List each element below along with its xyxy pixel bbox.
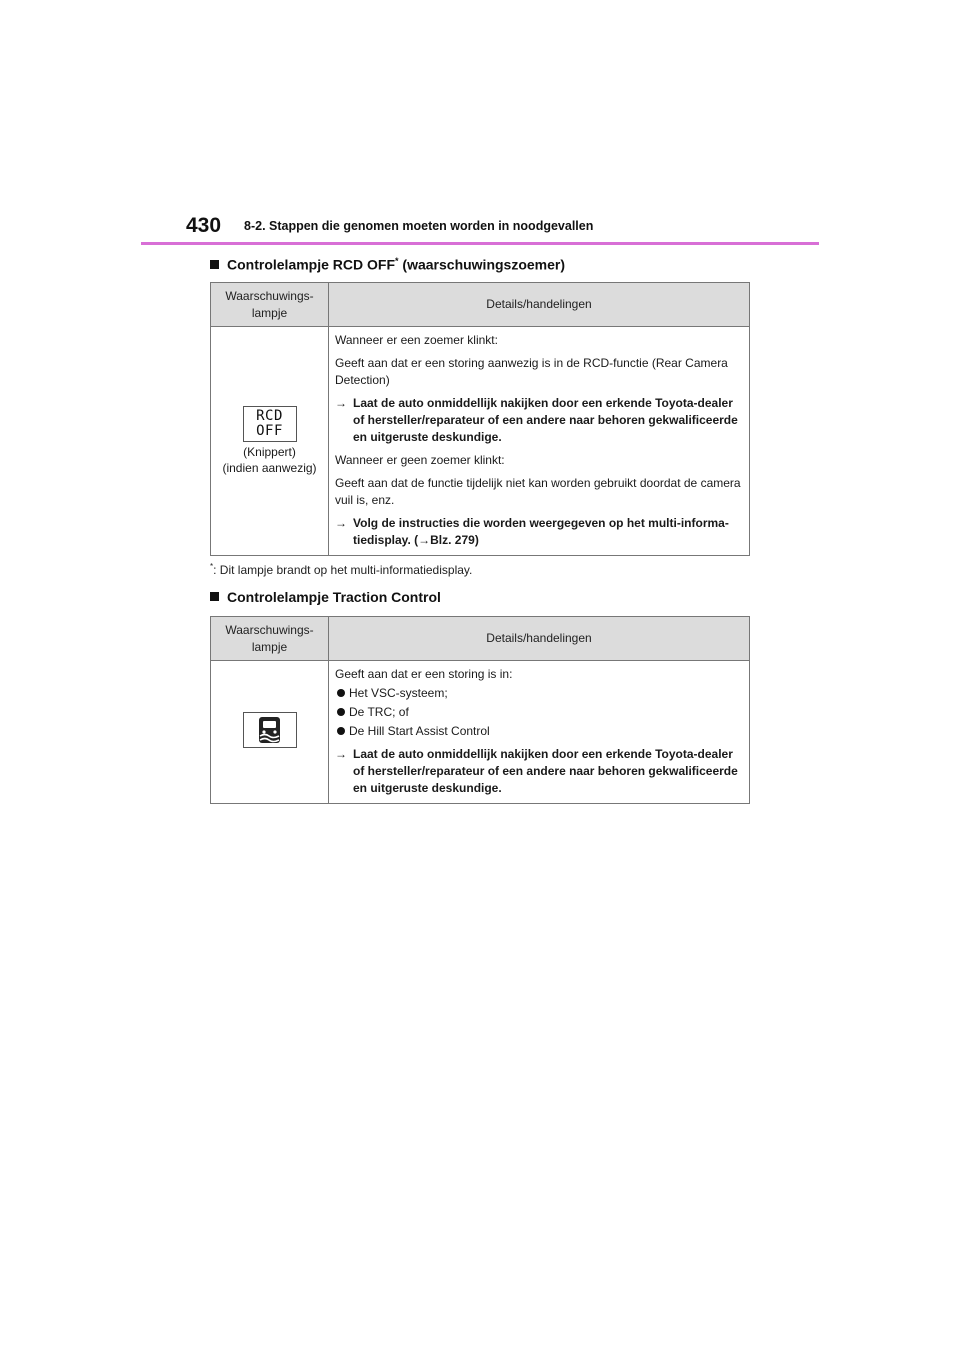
footnote-text: : Dit lampje brandt op het multi-informatiedisplay. [213,563,473,577]
list-item: Het VSC-systeem; [335,685,744,702]
trc-action [335,746,744,797]
ref-arrow-icon: → [418,533,431,547]
section-title: 8-2. Stappen die genomen moeten worden in noodgevallen [244,219,594,233]
rcd-lamp-line2: OFF [256,423,283,439]
rcd-off-icon [243,406,297,442]
rcd-p1: Wanneer er een zoemer klinkt: [335,333,498,347]
page-number: 430 [186,214,222,237]
rcd-heading-text: Controlelampje RCD OFF [227,256,396,273]
heading-square-icon [210,260,219,269]
rcd-p3: Wanneer er geen zoemer klinkt: [335,453,505,467]
rcd-action-1 [335,395,744,446]
heading-square-icon [210,592,219,601]
rcd-action-2-text: Volg de instructies die worden weergegeven op het multi-informatiedisplay. ( [353,516,729,547]
trc-lamp-cell [211,661,329,804]
col-header-details: Details/handelingen [329,617,750,661]
traction-control-icon [243,712,297,748]
rcd-heading [210,256,565,273]
footnote [210,562,472,577]
table-header-row [211,283,750,327]
rcd-action-2-ref[interactable]: Blz. 279) [430,533,479,547]
list-item: De Hill Start Assist Control [335,723,744,740]
rcd-action-1-text: Laat de auto onmiddellijk nakijken door een erkende Toyota-dealer of hersteller/reparateur of een andere naar behoren gekwalificeerde en uitgeruste deskundige. [353,396,738,444]
arrow-icon: → [335,396,347,410]
col-header-details: Details/handelingen [329,283,750,327]
rcd-details-cell [329,327,750,556]
footnote-mark: * [210,562,214,571]
trc-details-cell [329,661,750,804]
table-row [211,327,750,556]
rcd-lamp-line1: RCD [256,408,283,424]
rcd-lamp-caption-1: (Knippert) [243,445,296,459]
rcd-lamp-caption [213,444,326,476]
table-row [211,661,750,804]
col-header-lamp: Waarschuwings- lampje [211,617,329,661]
rcd-heading-suffix: (waarschuwingszoemer) [402,256,566,273]
rcd-action-2 [335,515,744,549]
col-header-lamp: Waarschuwings- lampje [211,283,329,327]
trc-p1: Geeft aan dat er een storing is in: [335,667,513,681]
trc-heading [210,589,441,605]
rcd-heading-footnote-mark: * [395,256,399,266]
rcd-p2: Geeft aan dat er een storing aanwezig is in de RCD-functie (Rear Camera Detection) [335,356,728,387]
arrow-icon: → [335,516,347,530]
trc-heading-text: Controlelampje Traction Control [227,589,441,605]
rcd-table [210,282,750,556]
rcd-p4: Geeft aan dat de functie tijdelijk niet kan worden gebruikt doordat de camera vuil is, enz. [335,476,741,507]
rcd-lamp-caption-2: (indien aanwezig) [222,461,317,475]
arrow-icon: → [335,747,347,761]
list-item: De TRC; of [335,704,744,721]
trc-action-text: Laat de auto onmiddellijk nakijken door een erkende Toyota-dealer of hersteller/reparateur of een andere naar behoren gekwalificeerde en uitgeruste deskundige. [353,747,738,795]
trc-table [210,616,750,804]
header-rule [141,242,819,245]
table-header-row [211,617,750,661]
rcd-lamp-cell [211,327,329,556]
